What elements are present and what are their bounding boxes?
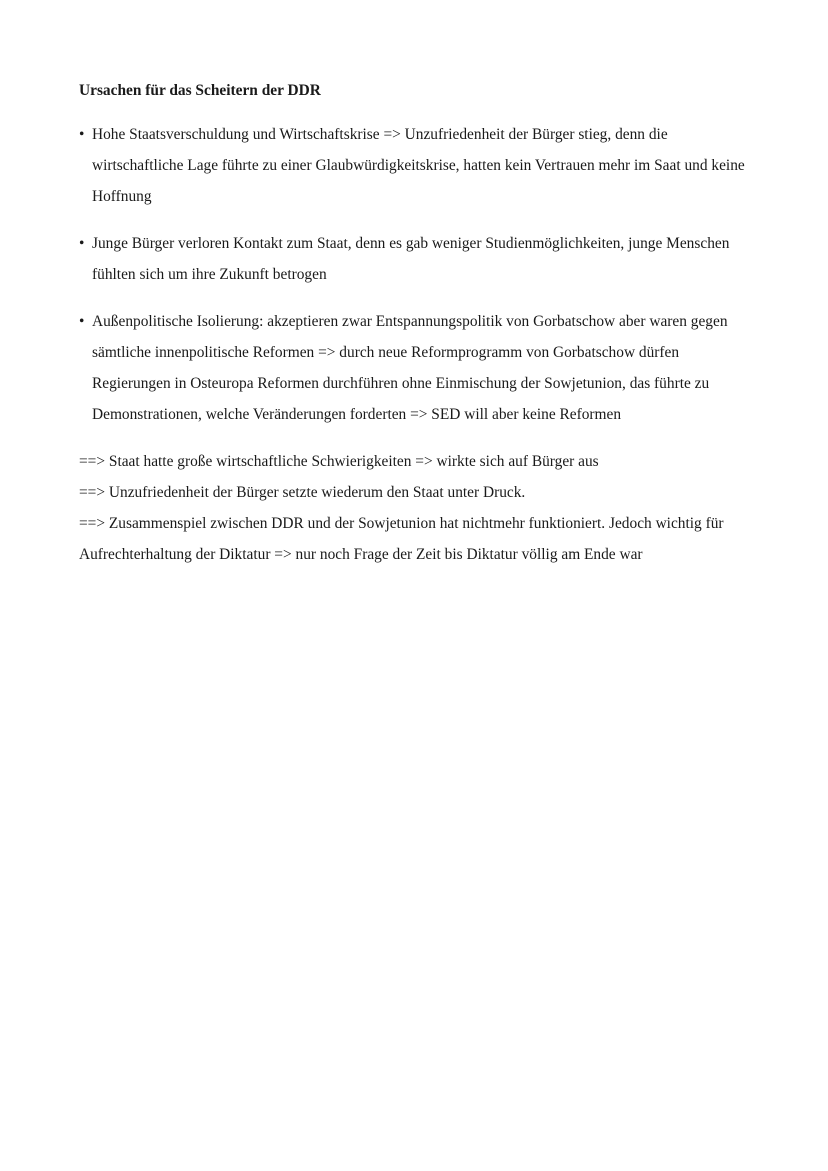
bullet-icon: •: [79, 313, 85, 330]
conclusion-line: ==> Unzufriedenheit der Bürger setzte wiederum den Staat unter Druck.: [79, 484, 526, 501]
conclusion-block: [79, 446, 751, 570]
list-item: [79, 228, 751, 290]
list-item-text: Hohe Staatsverschuldung und Wirtschaftskrise => Unzufriedenheit der Bürger stieg, denn die wirtschaftliche Lage führte zu einer Glaubwürdigkeitskrise, hatten kein Vertrauen mehr im Saat und keine Hoffnung: [92, 126, 745, 205]
list-item: [79, 119, 751, 212]
bullet-icon: •: [79, 235, 85, 252]
conclusion-line: ==> Staat hatte große wirtschaftliche Schwierigkeiten => wirkte sich auf Bürger aus: [79, 453, 599, 470]
list-item: [79, 306, 751, 430]
conclusion-line: ==> Zusammenspiel zwischen DDR und der Sowjetunion hat nichtmehr funktioniert. Jedoch wichtig für Aufrechterhaltung der Diktatur => nur noch Frage der Zeit bis Diktatur völlig am Ende war: [79, 515, 724, 563]
bullet-icon: •: [79, 126, 85, 143]
list-item-text: Junge Bürger verloren Kontakt zum Staat, denn es gab weniger Studienmöglichkeiten, junge Menschen fühlten sich um ihre Zukunft betrogen: [92, 235, 730, 283]
document-title: Ursachen für das Scheitern der DDR: [79, 82, 321, 99]
cause-list: [79, 119, 751, 430]
document-page: [79, 78, 751, 570]
list-item-text: Außenpolitische Isolierung: akzeptieren zwar Entspannungspolitik von Gorbatschow aber waren gegen sämtliche innenpolitische Reformen => durch neue Reformprogramm von Gorbatschow dürfen Regierungen in Osteuropa Reformen durchführen ohne Einmischung der Sowjetunion, das führte zu Demonstrationen, welche Veränderungen forderten => SED will aber keine Reformen: [92, 313, 728, 423]
